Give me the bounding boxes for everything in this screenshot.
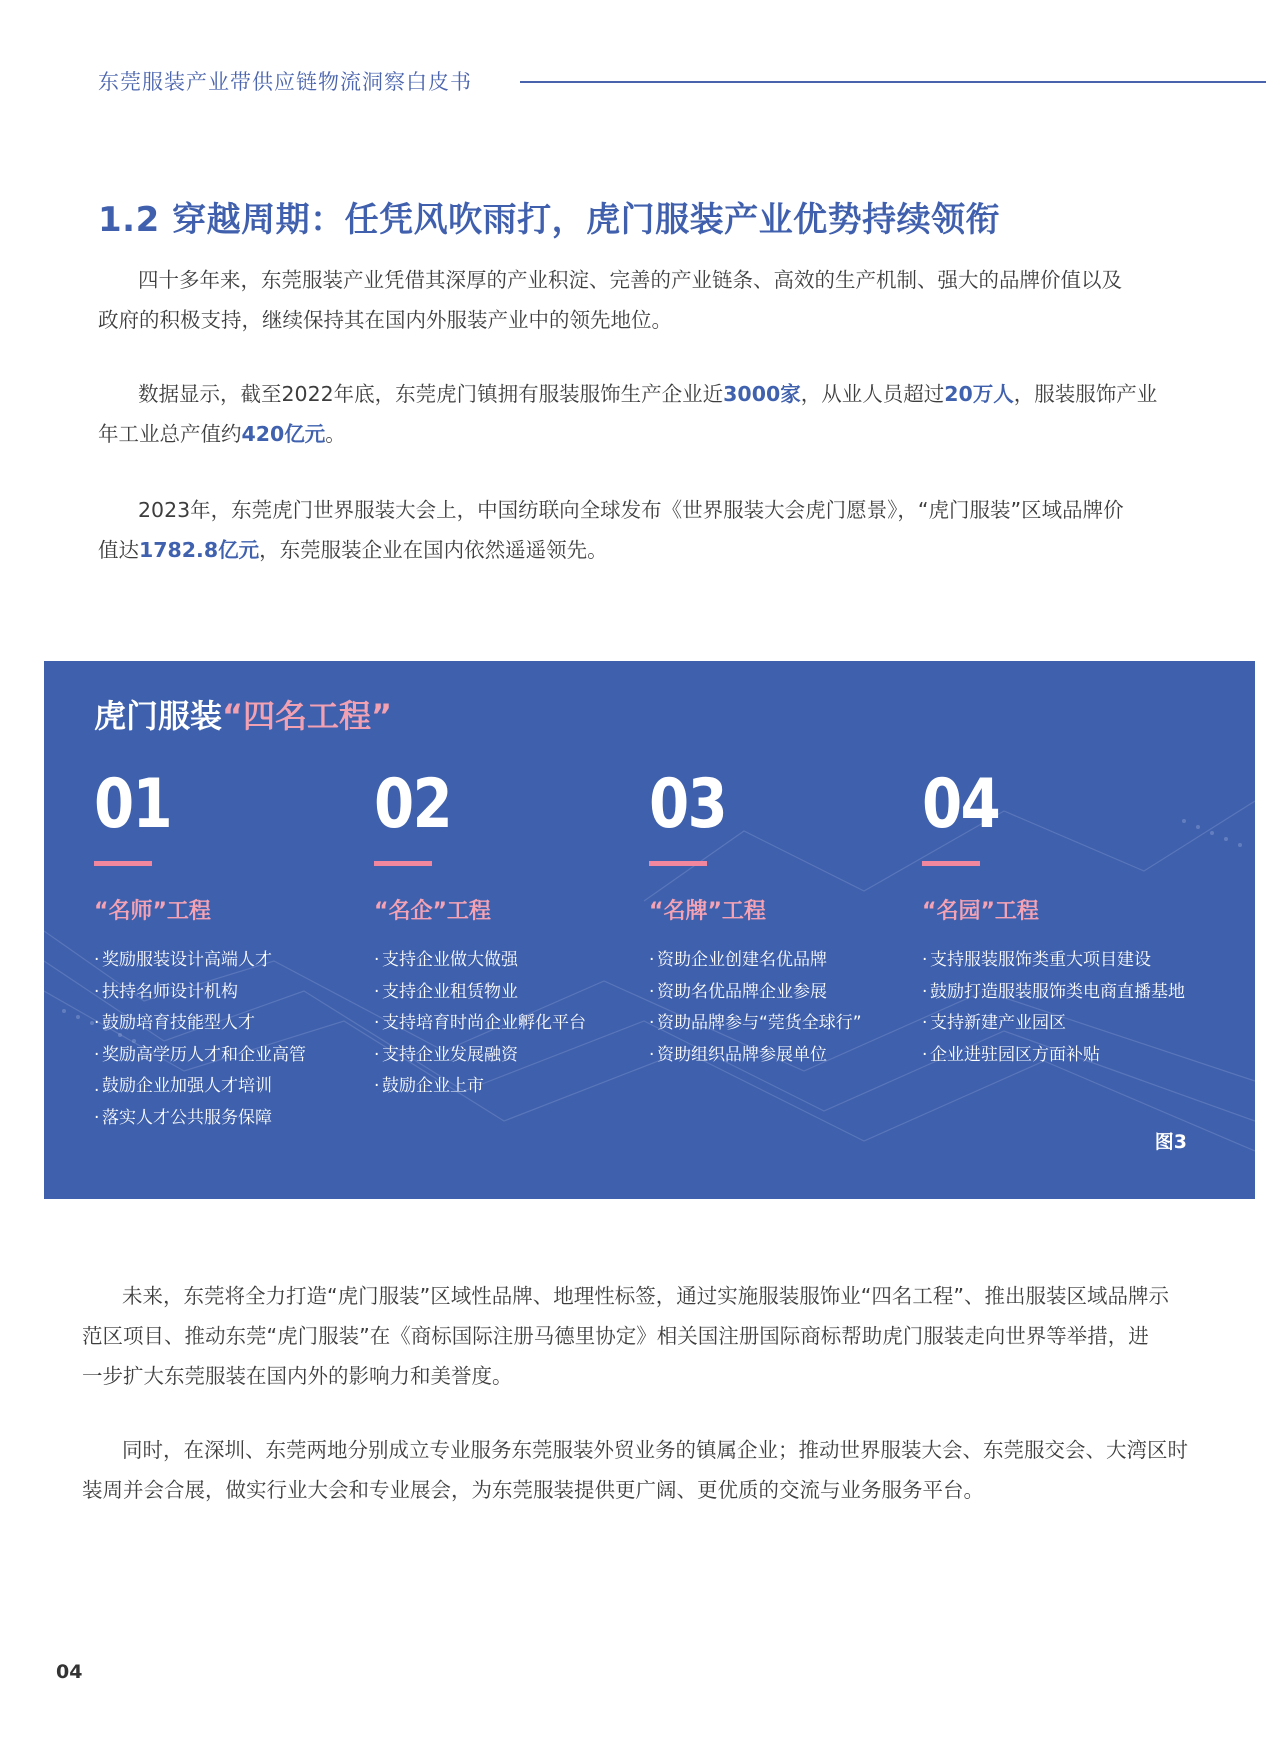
project-number-underline (374, 861, 432, 866)
paragraph-4 (82, 1276, 1169, 1396)
paragraph-1-line-2: 政府的积极支持，继续保持其在国内外服装产业中的领先地位。 (98, 308, 672, 332)
bullet: · (94, 1107, 100, 1128)
paragraph-4-line-2: 范区项目、推动东莞“虎门服装”在《商标国际注册马德里协定》相关国注册国际商标帮助虎门服装走向世界等举措，进 (82, 1324, 1149, 1348)
project-item-list (94, 945, 374, 1134)
highlight-employee-count: 20万人 (944, 382, 1014, 406)
paragraph-1 (98, 260, 1122, 340)
bullet: · (922, 1013, 928, 1033)
paragraph-2-text-e: 。 (325, 422, 346, 446)
paragraph-2-text-b: ，从业人员超过 (800, 382, 945, 406)
panel-title-accent: “四名工程” (222, 697, 393, 735)
list-item (922, 1008, 1202, 1040)
paragraph-2-text-c: ，服装服饰产业 (1013, 382, 1158, 406)
list-item (94, 977, 374, 1009)
list-item (94, 945, 374, 977)
bullet: · (94, 1044, 100, 1065)
highlight-enterprise-count: 3000家 (723, 382, 801, 406)
list-item-text: 奖励服装设计高端人才 (102, 950, 272, 970)
list-item-text: 资助名优品牌企业参展 (657, 981, 827, 1002)
list-item-text: 支持企业发展融资 (382, 1044, 518, 1065)
paragraph-2-text-d: 年工业总产值约 (98, 422, 242, 446)
list-item-text: 鼓励企业上市 (382, 1076, 484, 1096)
paragraph-4-line-3: 一步扩大东莞服装在国内外的影响力和美誉度。 (82, 1364, 513, 1388)
project-name: “名师”工程 (94, 899, 211, 924)
page-number: 04 (56, 1661, 83, 1683)
list-item (649, 1040, 929, 1072)
list-item-text: 资助品牌参与“莞货全球行” (657, 1013, 862, 1033)
highlight-brand-value: 1782.8亿元 (139, 538, 260, 562)
header-title: 东莞服装产业带供应链物流洞察白皮书 (98, 70, 472, 94)
four-famous-project-panel (44, 661, 1255, 1199)
project-column-3 (649, 765, 929, 1071)
list-item-text: 资助企业创建名优品牌 (657, 950, 827, 970)
list-item (94, 1103, 374, 1135)
paragraph-5-line-2: 装周并会合展，做实行业大会和专业展会，为东莞服装提供更广阔、更优质的交流与业务服务平台。 (82, 1478, 984, 1502)
list-item-text: 落实人才公共服务保障 (102, 1107, 272, 1128)
project-name: “名园”工程 (922, 899, 1039, 924)
paragraph-5-line-1: 同时，在深圳、东莞两地分别成立专业服务东莞服装外贸业务的镇属企业；推动世界服装大会、东莞服交会、大湾区时 (122, 1438, 1188, 1462)
paragraph-3-text-c: ，东莞服装企业在国内依然遥遥领先。 (259, 538, 608, 562)
project-column-1 (94, 765, 374, 1134)
project-column-2 (374, 765, 654, 1103)
section-title: 1.2 穿越周期：任凭风吹雨打，虎门服装产业优势持续领衔 (98, 200, 1001, 240)
list-item (94, 1040, 374, 1072)
bullet: · (374, 1013, 380, 1033)
paragraph-3-text-a: 2023年，东莞虎门世界服装大会上，中国纺联向全球发布《世界服装大会虎门愿景》，“虎门服装”区域品牌价 (138, 498, 1124, 522)
list-item (649, 977, 929, 1009)
project-number: 04 (922, 765, 1000, 844)
list-item (374, 1008, 654, 1040)
project-number-underline (94, 861, 152, 866)
list-item-text: 鼓励打造服装服饰类电商直播基地 (930, 981, 1185, 1002)
bullet: · (649, 981, 655, 1002)
bullet: · (374, 1076, 380, 1096)
bullet: · (374, 981, 380, 1002)
bullet: · (922, 950, 928, 970)
bullet: · (922, 1044, 928, 1065)
list-item (922, 977, 1202, 1009)
bullet: · (922, 981, 928, 1002)
bullet: · (649, 950, 655, 970)
project-number: 01 (94, 765, 172, 844)
paragraph-2-text-a: 数据显示，截至2022年底，东莞虎门镇拥有服装服饰生产企业近 (138, 382, 724, 406)
bullet: · (649, 1013, 655, 1033)
list-item-text: 鼓励企业加强人才培训 (102, 1076, 272, 1096)
project-column-4 (922, 765, 1202, 1071)
project-number-underline (922, 861, 980, 866)
paragraph-1-line-1: 四十多年来，东莞服装产业凭借其深厚的产业积淀、完善的产业链条、高效的生产机制、强大的品牌价值以及 (138, 268, 1122, 292)
bullet: · (374, 1044, 380, 1065)
list-item (374, 977, 654, 1009)
list-item-text: 鼓励培育技能型人才 (102, 1013, 255, 1033)
figure-label: 图3 (1154, 1131, 1187, 1153)
project-item-list (374, 945, 654, 1103)
list-item (649, 945, 929, 977)
list-item-text: 企业进驻园区方面补贴 (930, 1044, 1100, 1065)
list-item (374, 1040, 654, 1072)
list-item (374, 945, 654, 977)
project-number: 03 (649, 765, 727, 844)
project-item-list (649, 945, 929, 1071)
header-divider (520, 81, 1266, 83)
list-item (374, 1071, 654, 1103)
list-item (94, 1071, 374, 1103)
paragraph-4-line-1: 未来，东莞将全力打造“虎门服装”区域性品牌、地理性标签，通过实施服装服饰业“四名工程”、推出服装区域品牌示 (122, 1284, 1169, 1308)
paragraph-3 (98, 490, 1124, 570)
paragraph-3-text-b: 值达 (98, 538, 139, 562)
bullet: . (94, 1076, 100, 1096)
panel-title-main: 虎门服装 (94, 697, 223, 735)
bullet: · (649, 1044, 655, 1065)
list-item (649, 1008, 929, 1040)
project-number: 02 (374, 765, 452, 844)
project-name: “名牌”工程 (649, 899, 766, 924)
panel-title (94, 691, 392, 737)
list-item (922, 1040, 1202, 1072)
bullet: · (94, 1013, 100, 1033)
bullet: · (94, 950, 100, 970)
project-number-underline (649, 861, 707, 866)
project-name: “名企”工程 (374, 899, 491, 924)
highlight-output-value: 420亿元 (241, 422, 326, 446)
bullet: · (374, 950, 380, 970)
paragraph-2 (98, 374, 1157, 454)
list-item-text: 奖励高学历人才和企业高管 (102, 1044, 306, 1065)
paragraph-5 (82, 1430, 1188, 1510)
list-item-text: 支持新建产业园区 (930, 1013, 1066, 1033)
list-item-text: 支持服装服饰类重大项目建设 (930, 950, 1151, 970)
list-item-text: 扶持名师设计机构 (102, 981, 238, 1002)
bullet: · (94, 981, 100, 1002)
list-item-text: 支持培育时尚企业孵化平台 (382, 1013, 586, 1033)
project-item-list (922, 945, 1202, 1071)
list-item-text: 资助组织品牌参展单位 (657, 1044, 827, 1065)
list-item-text: 支持企业做大做强 (382, 950, 518, 970)
list-item-text: 支持企业租赁物业 (382, 981, 518, 1002)
list-item (94, 1008, 374, 1040)
list-item (922, 945, 1202, 977)
